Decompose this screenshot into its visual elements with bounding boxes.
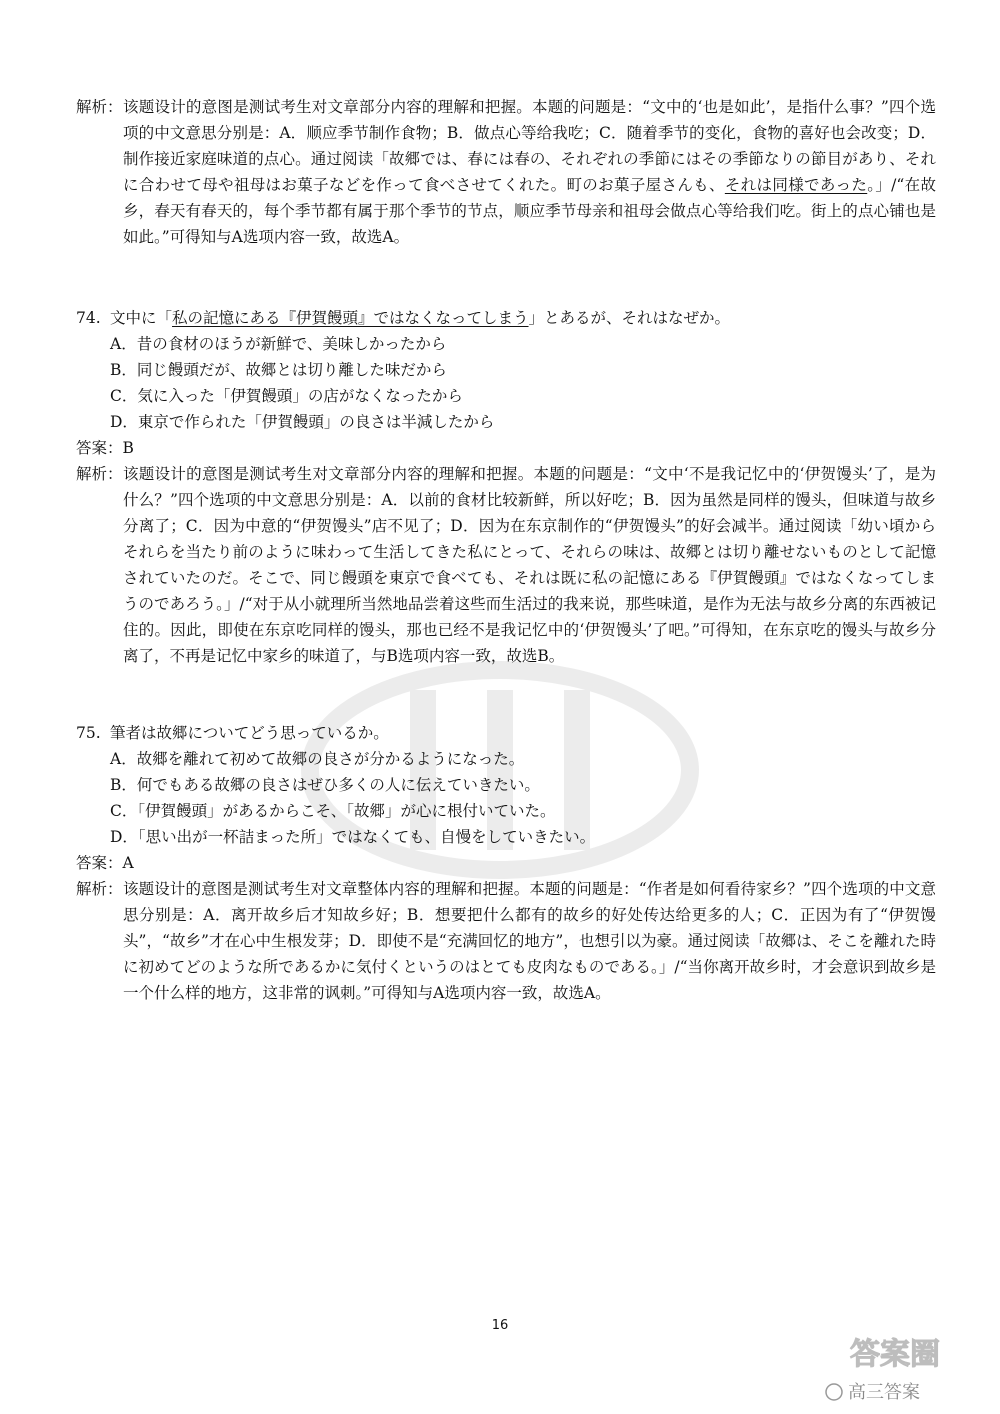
analysis-text-part: 该题设计的意图是测试考生对文章部分内容的理解和把握。本题的问题是：“文中的‘也是如此’，是指什么事？”四个选项的中文意思分别是：A．顺应季节制作食物；B．做点心等给我吃；C．随着季节的变化，食物的喜好也会改变；D．制作接近家庭味道的点心。通过阅读「故郷では、春には春の、それぞれの季節にはその季節なりの節目があり、それに合わせて母や祖母はお菓子などを作って食べさせてくれた。町のお菓子屋さんも、 [123, 98, 936, 194]
watermark-stamp-icon [820, 1330, 990, 1410]
option-c: C．「伊賀饅頭」があるからこそ、「故郷」が心に根付いていた。 [110, 802, 556, 820]
intro-analysis [76, 94, 936, 250]
answer: 答案：A [76, 854, 134, 872]
question-number: 74. [76, 309, 101, 327]
question-74 [76, 305, 936, 669]
question-75 [76, 720, 936, 1006]
question-number: 75. [76, 724, 101, 742]
analysis-label: 解析： [76, 880, 123, 898]
page-number: 16 [491, 1318, 509, 1333]
analysis-label: 解析： [76, 465, 123, 483]
option-c: C．気に入った「伊賀饅頭」の店がなくなったから [110, 387, 463, 405]
analysis-text: 该题设计的意图是测试考生对文章部分内容的理解和把握。本题的问题是：“文中‘不是我记忆中的‘伊贺馒头’了，是为什么？”四个选项的中文意思分别是：A．以前的食材比较新鲜，所以好吃；B．因为虽然是同样的馒头，但味道与故乡分离了；C．因为中意的“伊贺馒头”店不见了；D．因为在东京制作的“伊贺馒头”的好会减半。通过阅读「幼い頃からそれらを当たり前のように味わって生活してきた私にとって、それらの味は、故郷とは切り離せないものとして記憶されていたのだ。そこで、同じ饅頭を東京で食べても、それは既に私の記憶にある『伊賀饅頭』ではなくなってしまうのであろう。」/“对于从小就理所当然地品尝着这些而生活过的我来说，那些味道，是作为无法与故乡分离的东西被记住的。因此，即使在东京吃同样的馒头，那也已经不是我记忆中的‘伊贺馒头’了吧。”可得知，在东京吃的馒头与故乡分离了，不再是记忆中家乡的味道了，与B选项内容一致，故选B。 [123, 465, 936, 665]
analysis-label: 解析： [76, 98, 123, 116]
option-b: B．何でもある故郷の良さはぜひ多くの人に伝えていきたい。 [110, 776, 540, 794]
stem-part: 」とあるが、それはなぜか。 [528, 309, 731, 327]
underlined-phrase: それは同様であった [724, 176, 868, 194]
option-a: A．昔の食材のほうが新鮮で、美味しかったから [110, 335, 447, 353]
question-stem: 筆者は故郷についてどう思っているか。 [110, 724, 389, 742]
svg-text:高三答案: 高三答案 [848, 1382, 920, 1403]
analysis-text: 该题设计的意图是测试考生对文章整体内容的理解和把握。本题的问题是：“作者是如何看待家乡？”四个选项的中文意思分别是：A．离开故乡后才知故乡好；B．想要把什么都有的故乡的好处传达给更多的人；C．正因为有了“伊贺馒头”，“故乡”才在心中生根发芽；D．即使不是“充满回忆的地方”，也想引以为豪。通过阅读「故郷は、そこを離れた時に初めてどのような所であるかに気付くというのはとても皮肉なものである。」/“当你离开故乡时，才会意识到故乡是一个什么样的地方，这非常的讽刺。”可得知与A选项内容一致，故选A。 [123, 880, 936, 1002]
option-a: A．故郷を離れて初めて故郷の良さが分かるようになった。 [110, 750, 525, 768]
question-stem [110, 305, 730, 331]
option-d: D．「思い出が一杯詰まった所」ではなくても、自慢をしていきたい。 [110, 828, 596, 846]
underlined-phrase: 私の記憶にある『伊賀饅頭』ではなくなってしまう [172, 309, 529, 327]
svg-text:答案圈: 答案圈 [850, 1337, 940, 1372]
stem-part: 文中に「 [110, 309, 173, 327]
analysis-text-part: 。」/“在故乡，春天有春天的，每个季节都有属于那个季节的节点，顺应季节母亲和祖母会做点心等给我们吃。街上的点心铺也是如此。”可得知与A选项内容一致，故选A。 [123, 176, 936, 246]
option-d: D．東京で作られた「伊賀饅頭」の良さは半減したから [110, 413, 495, 431]
option-b: B．同じ饅頭だが、故郷とは切り離した味だから [110, 361, 447, 379]
answer: 答案：B [76, 439, 134, 457]
analysis-text [123, 94, 936, 250]
